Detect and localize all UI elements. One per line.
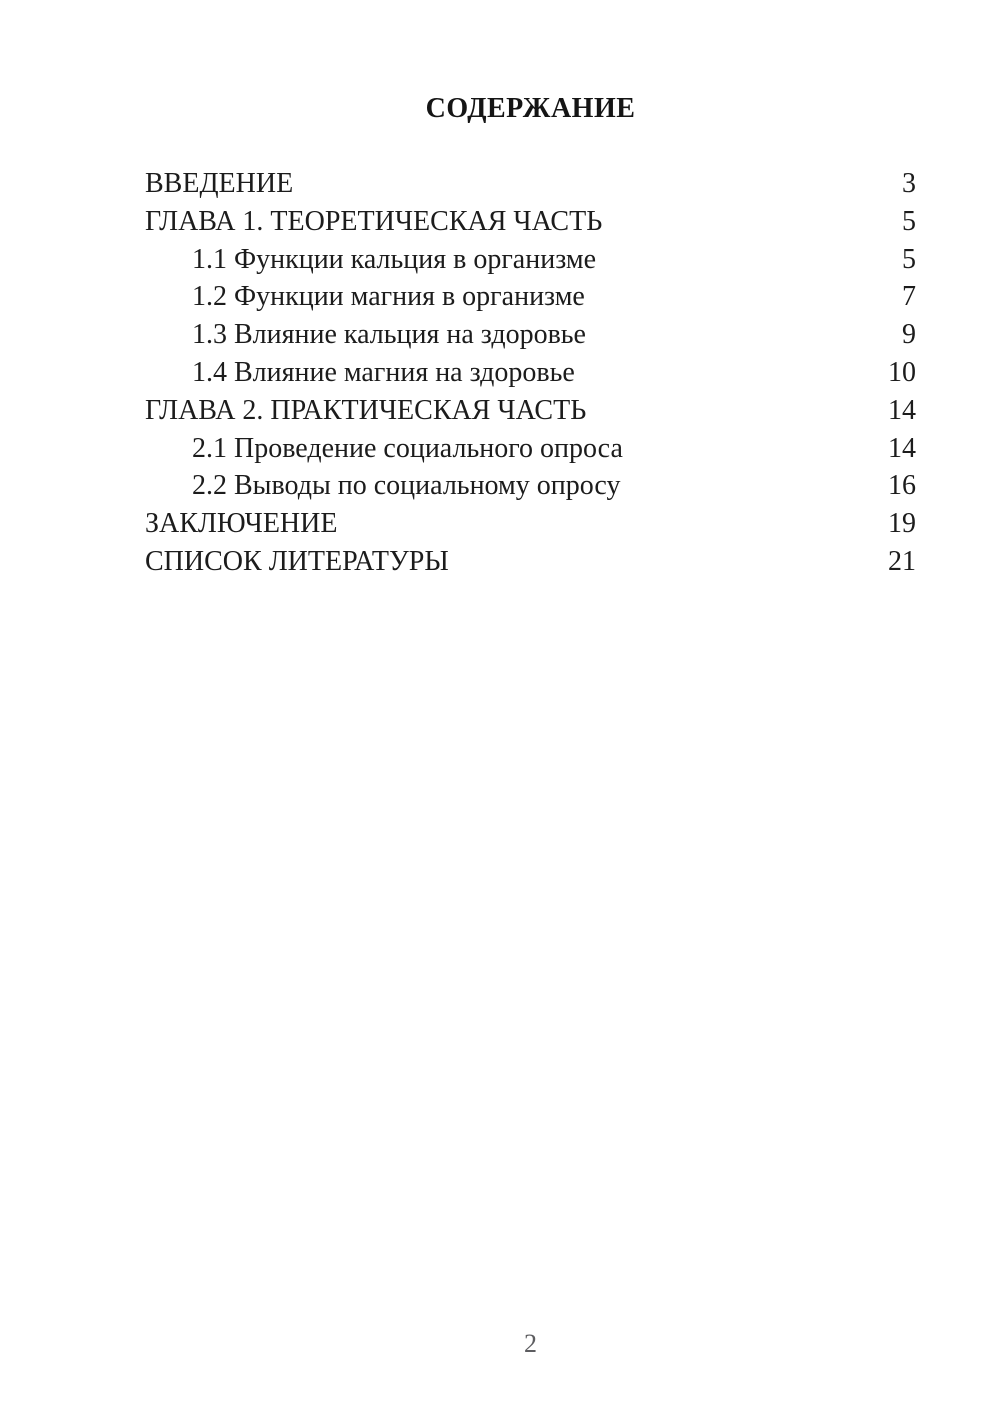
toc-entry-label: 2.2 Выводы по социальному опросу [192, 470, 621, 502]
toc-entry [145, 467, 916, 505]
toc-entry-label: 1.2 Функции магния в организме [192, 281, 585, 313]
toc-entry-label: 1.3 Влияние кальция на здоровье [192, 319, 586, 351]
toc-entry-label: ГЛАВА 1. ТЕОРЕТИЧЕСКАЯ ЧАСТЬ [145, 205, 603, 237]
toc-entry-label: ГЛАВА 2. ПРАКТИЧЕСКАЯ ЧАСТЬ [145, 394, 587, 426]
toc-entry-page-number: 7 [902, 281, 916, 313]
toc-entry [145, 543, 916, 581]
toc-entry-page-number: 16 [888, 470, 916, 502]
table-of-contents [145, 165, 916, 581]
toc-entry-page-number: 14 [888, 432, 916, 464]
toc-entry-page-number: 19 [888, 508, 916, 540]
toc-entry-page-number: 5 [902, 243, 916, 275]
toc-entry-page-number: 9 [902, 319, 916, 351]
toc-entry-page-number: 10 [888, 356, 916, 388]
toc-entry-label: СПИСОК ЛИТЕРАТУРЫ [145, 545, 449, 577]
toc-entry-label: ВВЕДЕНИЕ [145, 168, 294, 199]
toc-entry [145, 316, 916, 354]
toc-entry-label: ЗАКЛЮЧЕНИЕ [145, 508, 338, 540]
toc-entry-label: 1.1 Функции кальция в организме [192, 243, 597, 275]
page-title: СОДЕРЖАНИЕ [425, 93, 636, 124]
toc-entry [145, 392, 916, 430]
toc-entry-page-number: 14 [888, 394, 916, 426]
toc-entry-page-number: 21 [888, 545, 916, 577]
toc-entry [145, 165, 916, 203]
toc-entry [145, 430, 916, 468]
toc-entry [145, 354, 916, 392]
toc-entry-page-number: 5 [902, 205, 916, 237]
toc-entry-page-number: 3 [902, 168, 916, 199]
page-number: 2 [524, 1329, 537, 1358]
toc-entry [145, 241, 916, 279]
toc-entry [145, 505, 916, 543]
toc-entry-label: 1.4 Влияние магния на здоровье [192, 356, 575, 388]
toc-entry [145, 278, 916, 316]
toc-entry-label: 2.1 Проведение социального опроса [192, 432, 623, 464]
toc-entry [145, 203, 916, 241]
